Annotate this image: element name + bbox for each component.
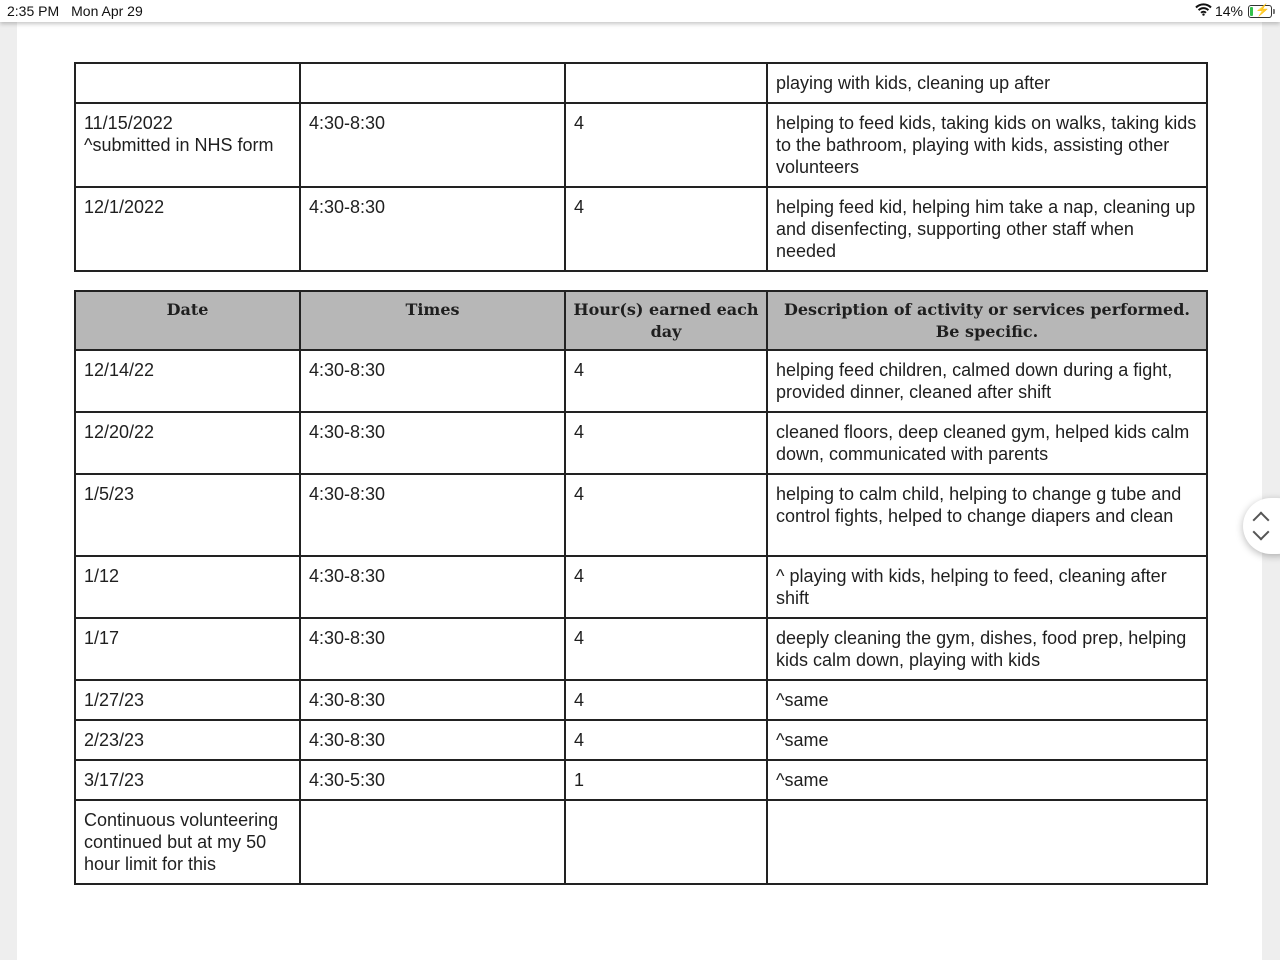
cell-hours: 4	[565, 412, 767, 474]
wifi-icon	[1195, 3, 1212, 19]
table-row	[75, 618, 1207, 680]
cell-times: 4:30-8:30	[300, 412, 565, 474]
table-row	[75, 556, 1207, 618]
cell-times: 4:30-8:30	[300, 720, 565, 760]
cell-description: helping to calm child, helping to change g tube and control fights, helped to change diapers and clean	[767, 474, 1207, 556]
table-row	[75, 800, 1207, 884]
cell-date	[75, 63, 300, 103]
cell-hours	[565, 63, 767, 103]
table-row	[75, 680, 1207, 720]
header-description: Description of activity or services performed. Be specific.	[767, 291, 1207, 350]
battery-level-fill	[1250, 7, 1253, 16]
header-times: Times	[300, 291, 565, 350]
cell-times: 4:30-8:30	[300, 350, 565, 412]
cell-date: 11/15/2022 ^submitted in NHS form	[75, 103, 300, 187]
cell-hours: 4	[565, 103, 767, 187]
cell-date: 12/14/22	[75, 350, 300, 412]
cell-description: ^same	[767, 720, 1207, 760]
cell-description: helping feed kid, helping him take a nap, cleaning up and disenfecting, supporting other staff when needed	[767, 187, 1207, 271]
status-bar	[0, 0, 1280, 22]
cell-description: ^same	[767, 760, 1207, 800]
cell-times: 4:30-8:30	[300, 680, 565, 720]
status-time: 2:35 PM	[7, 3, 60, 19]
cell-hours: 4	[565, 720, 767, 760]
table-row	[75, 720, 1207, 760]
cell-date: Continuous volunteering continued but at my 50 hour limit for this	[75, 800, 300, 884]
cell-times: 4:30-8:30	[300, 103, 565, 187]
cell-description: playing with kids, cleaning up after	[767, 63, 1207, 103]
table-row	[75, 474, 1207, 556]
cell-times: 4:30-8:30	[300, 187, 565, 271]
cell-hours: 4	[565, 474, 767, 556]
cell-times: 4:30-8:30	[300, 474, 565, 556]
table-row	[75, 63, 1207, 103]
cell-times	[300, 800, 565, 884]
cell-times: 4:30-5:30	[300, 760, 565, 800]
document-page	[17, 22, 1262, 960]
cell-hours: 4	[565, 187, 767, 271]
cell-date: 1/5/23	[75, 474, 300, 556]
charging-bolt-icon: ⚡	[1255, 2, 1270, 17]
hours-log-table	[74, 290, 1208, 885]
cell-times: 4:30-8:30	[300, 618, 565, 680]
hours-log-table-continued	[74, 62, 1208, 272]
cell-description: ^same	[767, 680, 1207, 720]
cell-hours: 4	[565, 556, 767, 618]
header-date: Date	[75, 291, 300, 350]
status-date: Mon Apr 29	[71, 3, 143, 19]
table-header-row	[75, 291, 1207, 350]
cell-description: cleaned floors, deep cleaned gym, helped kids calm down, communicated with parents	[767, 412, 1207, 474]
cell-date: 3/17/23	[75, 760, 300, 800]
cell-date: 12/20/22	[75, 412, 300, 474]
cell-hours: 4	[565, 618, 767, 680]
cell-description: ^ playing with kids, helping to feed, cleaning after shift	[767, 556, 1207, 618]
table-row	[75, 350, 1207, 412]
cell-hours: 4	[565, 350, 767, 412]
chevron-down-icon[interactable]	[1253, 524, 1270, 541]
battery-charging-icon	[1248, 2, 1272, 18]
cell-description: helping to feed kids, taking kids on walks, taking kids to the bathroom, playing with kids, assisting other volunteers	[767, 103, 1207, 187]
table-row	[75, 103, 1207, 187]
cell-date: 1/27/23	[75, 680, 300, 720]
cell-hours	[565, 800, 767, 884]
cell-description: helping feed children, calmed down during a fight, provided dinner, cleaned after shift	[767, 350, 1207, 412]
table-row	[75, 187, 1207, 271]
cell-times: 4:30-8:30	[300, 556, 565, 618]
cell-date: 1/17	[75, 618, 300, 680]
cell-date: 1/12	[75, 556, 300, 618]
header-hours: Hour(s) earned each day	[565, 291, 767, 350]
battery-percent: 14%	[1214, 3, 1243, 19]
cell-hours: 4	[565, 680, 767, 720]
table-row	[75, 412, 1207, 474]
cell-date: 12/1/2022	[75, 187, 300, 271]
cell-description: deeply cleaning the gym, dishes, food prep, helping kids calm down, playing with kids	[767, 618, 1207, 680]
cell-hours: 1	[565, 760, 767, 800]
cell-description	[767, 800, 1207, 884]
cell-times	[300, 63, 565, 103]
cell-date: 2/23/23	[75, 720, 300, 760]
table-row	[75, 760, 1207, 800]
